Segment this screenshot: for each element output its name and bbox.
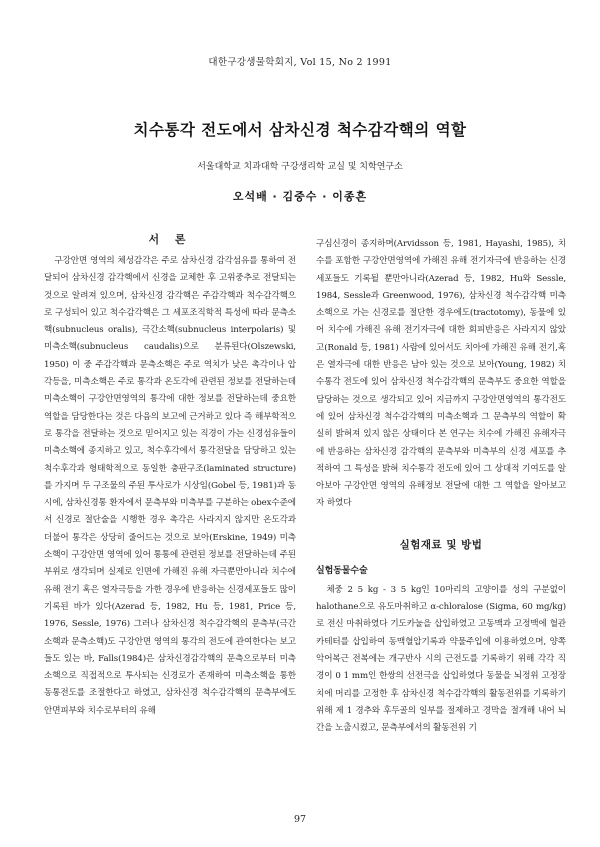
methods-paragraph: 체중 2 5 kg - 3 5 kg인 10마리의 고양이를 성의 구분없이 halothane으로 유도마취하고 α-chloralose (Sigma, 60 mg/kg)로 전신 마취하였다 기도카눌을 삽입하였고 고동맥과 고정맥에 혈관카테터를 삽입하여 동맥혈압기록과 약물주입에 이용하였으며, 양쪽 악어복근 전복에는 개구반사 시의 근전도를 기록하기 위해 각각 직경이 0 1 mm인 한쌍의 선전극을 삽입하였다 동물을 뇌정위 고정장치에 머리를 고정한 후 삼차신경 척수감각핵의 활동전위를 기록하기 위해 제 1 경추와 후두골의 일부를 절제하고 경막을 절개해 내어 뇌간을 노출시켰고, 문측부에서의 활동전위 기 bbox=[316, 584, 566, 734]
paper-title: 치수통각 전도에서 삼차신경 척수감각핵의 역할 bbox=[133, 121, 467, 139]
introduction-heading: 서 론 bbox=[148, 233, 192, 246]
methods-heading: 실험재료 및 방법 bbox=[399, 538, 483, 551]
left-column bbox=[44, 232, 296, 720]
page-number: 97 bbox=[293, 814, 307, 825]
journal-header: 대한구강생물학회지, Vol 15, No 2 1991 bbox=[208, 57, 392, 68]
animal-surgery-heading: 실험동물수술 bbox=[316, 565, 368, 576]
right-column bbox=[316, 236, 566, 737]
authors: 오석배 · 김중수 · 이종흔 bbox=[232, 190, 368, 203]
introduction-paragraph: 구강안면 영역의 체성감각은 주로 삼차신경 감각섬유를 통하여 전달되어 삼차신경 감각핵에서 신경을 교체한 후 고위중추로 전달되는 것으로 알려져 있으며, 삼차신경 감각핵은 주감각핵과 척수감각핵으로 구성되어 있고 척수감각핵은 그 세포조직학적 특성에 따라 문측소핵(subnucleus oralis), 극간소핵(subnucleus interpolaris) 및 미측소핵(subnucleus caudalis)으로 분류된다(Olszewski, 1950) 이 중 주감각핵과 문측소핵은 주로 역치가 낮은 촉각이나 압각등을, 미측소핵은 주로 통각과 온도각에 관련된 정보를 전달하는데 미측소핵이 구강안면영역의 통각에 대한 정보를 전달하는데 중요한 역할을 담당한다는 것은 다음의 보고에 근거하고 있다 즉 해부학적으로 통각을 전달하는 것으로 믿어지고 있는 직경이 가는 신경섬유들이 미측소핵에 종지하고 있고, 척수후각에서 통각전달을 담당하고 있는 척수후각과 형태학적으로 동일한 충판구조(laminated structure)를 가지며 두 구조물의 주된 투사로가 시상임(Gobel 등, 1981)과 동시에, 삼차신경통 환자에서 문측부와 미측부를 구분하는 obex수준에서 신경로 절단술을 시행한 경우 촉각은 사라지지 않지만 온도각과 더불어 통각은 상당히 줄어드는 것으로 보아(Erskine, 1949) 미측소핵이 구강안면 영역에 있어 통통에 관련된 정보를 전달하는데 주된 부위로 생각되며 실제로 인면에 가해진 유해 자극뿐만아니라 치수에 유해 전기 혹은 열자극등을 가한 경우에 반응하는 신경세포들도 많이 기록된 바가 있다(Azerad 등, 1982, Hu 등, 1981, Price 등, 1976, Sessle, 1976) 그러나 삼차신경 척수감각핵의 문측부(극간소핵과 문측소핵)도 구강안면 영역의 통각의 전도에 관여한다는 보고들도 있는 바, Falls(1984)은 삼차신경감각핵의 문측으로부터 미측소핵으로 직접적으로 투사되는 신경로가 존재하여 미측소핵을 통한 동통전도를 조절한다고 하였고, 삼차신경 척수감각핵의 문측부에도 안면피부와 치수로부터의 유해 bbox=[44, 256, 296, 716]
affiliation: 서울대학교 치과대학 구강생리학 교실 및 치학연구소 bbox=[197, 162, 403, 172]
introduction-continuation: 구심신경이 종지하며(Arvidsson 등, 1981, Hayashi, 1985), 치수를 포함한 구강안면영역에 가해진 유해 전기자극에 반응하는 신경세포들도 기록될 뿐만아니라(Azerad 등, 1982, Hu와 Sessle, 1984, Sessle과 Greenwood, 1976), 삼차신경 척수감각핵 미측소핵으로 가는 신경로를 절단한 경우에도(tractotomy), 동물에 있어 치수에 가해진 유해 전기자극에 대한 회피반응은 사라지지 않았고(Ronald 등, 1981) 사람에 있어서도 치아에 가해진 유해 전기,혹은 열자극에 대한 반응은 남아 있는 것으로 보아(Young, 1982) 치수통각 전도에 있어 삼차신경 척수감각핵의 문측부도 중요한 역할을 담당하는 것으로 생각되고 있어 지금까지 구강안면영역의 통각전도에 있어 삼차신경 척수감각핵의 미측소핵과 그 문측부의 역할이 확실히 밝혀져 있지 않은 상태이다 본 연구는 치수에 가해진 유해자극에 반응하는 삼차신경 감각핵의 문측부와 미측부의 신경 세포를 추적하여 그 특성을 밝혀 치수통각 전도에 있어 그 상대적 기여도를 알아보아 구강안면 영역의 유해정보 전달에 대한 그 역할을 알아보고자 하였다 bbox=[316, 239, 566, 509]
